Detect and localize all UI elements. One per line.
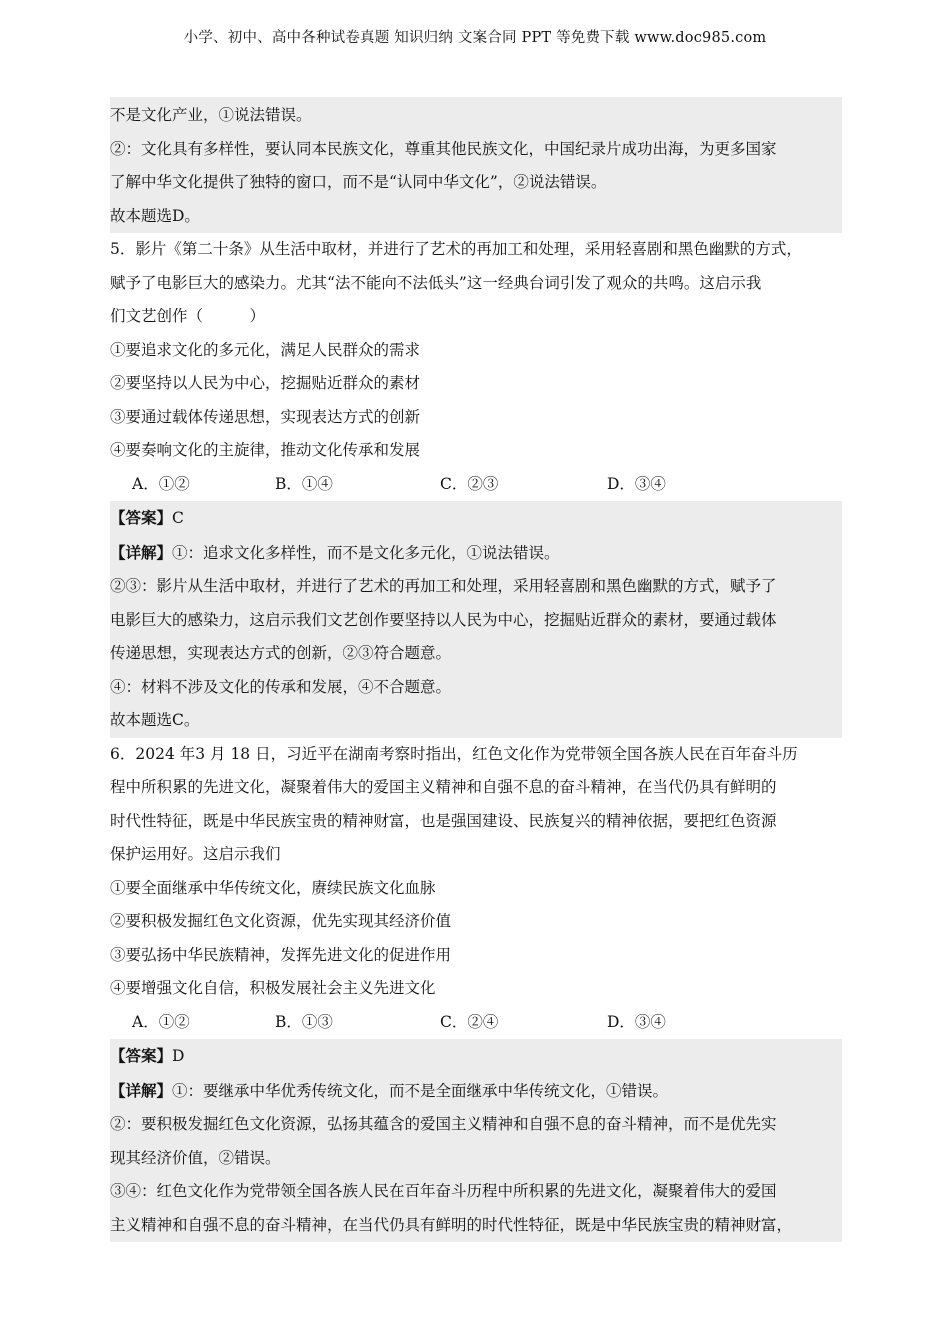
answer-line <box>110 501 842 536</box>
option-b: B．①④ <box>275 474 333 493</box>
statement-item: ③要弘扬中华民族精神，发挥先进文化的促进作用 <box>110 945 452 964</box>
question-stem-line: 保护运用好。这启示我们 <box>110 845 281 863</box>
option-a: A．①② <box>132 474 190 493</box>
answer-line <box>110 1039 842 1074</box>
detail-text: ①：追求文化多样性，而不是文化多元化，①说法错误。 <box>172 543 560 562</box>
question-stem-line: 们文艺创作（ ） <box>110 307 266 325</box>
statement-item: ③要通过载体传递思想，实现表达方式的创新 <box>110 407 421 426</box>
explanation-line: 了解中华文化提供了独特的窗口，而不是“认同中华文化”，②说法错误。 <box>110 173 607 191</box>
question-stem-line: 6．2024 年3 月 18 日，习近平在湖南考察时指出，红色文化作为党带领全国各族人民在百年奋斗历 <box>110 744 798 763</box>
explanation-line: ②：文化具有多样性，要认同本民族文化，尊重其他民族文化，中国纪录片成功出海，为更多国家 <box>110 139 777 158</box>
detail-line: ②：要积极发掘红色文化资源，弘扬其蕴含的爱国主义精神和自强不息的奋斗精神，而不是优先实 <box>110 1115 777 1133</box>
detail-line: ③④：红色文化作为党带领全国各族人民在百年奋斗历程中所积累的先进文化，凝聚着伟大的爱国 <box>110 1182 777 1200</box>
question-stem-line: 时代性特征，既是中华民族宝贵的精神财富，也是强国建设、民族复兴的精神依据，要把红色资源 <box>110 811 777 830</box>
detail-line: ④：材料不涉及文化的传承和发展，④不合题意。 <box>110 677 452 696</box>
detail-line: 电影巨大的感染力，这启示我们文艺创作要坚持以人民为中心，挖掘贴近群众的素材，要通过载体 <box>110 610 777 629</box>
question-5-solution <box>110 501 842 738</box>
question-stem-line: 赋予了电影巨大的感染力。尤其“法不能向不法低头”这一经典台词引发了观众的共鸣。这启示我 <box>110 273 762 292</box>
answer-options <box>110 468 842 502</box>
question-6 <box>110 738 842 1040</box>
answer-options <box>110 1006 842 1040</box>
explanation-line: 故本题选D。 <box>110 206 200 225</box>
statement-item: ④要奏响文化的主旋律，推动文化传承和发展 <box>110 441 421 459</box>
answer-label: 【答案】 <box>110 508 173 527</box>
statement-item: ②要积极发掘红色文化资源，优先实现其经济价值 <box>110 912 452 930</box>
page-header: 小学、初中、高中各种试卷真题 知识归纳 文案合同 PPT 等免费下载 www.doc985.com <box>183 30 767 46</box>
statement-item: ④要增强文化自信，积极发展社会主义先进文化 <box>110 979 436 997</box>
previous-explanation <box>110 97 842 233</box>
detail-line: 传递思想，实现表达方式的创新，②③符合题意。 <box>110 644 452 662</box>
answer-value: C <box>172 509 184 527</box>
detail-line: ②③：影片从生活中取材，并进行了艺术的再加工和处理，采用轻喜剧和黑色幽默的方式，赋予了 <box>110 577 777 595</box>
option-a: A．①② <box>132 1012 190 1031</box>
option-b: B．①③ <box>275 1012 333 1031</box>
option-d: D．③④ <box>607 474 666 493</box>
page-content <box>110 97 842 1242</box>
detail-line: 主义精神和自强不息的奋斗精神，在当代仍具有鲜明的时代性特征，既是中华民族宝贵的精神财富， <box>110 1215 793 1234</box>
answer-value: D <box>172 1047 185 1065</box>
detail-label: 【详解】 <box>110 542 173 562</box>
detail-line <box>110 536 842 571</box>
answer-label: 【答案】 <box>110 1046 173 1065</box>
detail-line: 现其经济价值，②错误。 <box>110 1148 281 1167</box>
detail-label: 【详解】 <box>110 1080 173 1100</box>
statement-item: ①要全面继承中华传统文化，赓续民族文化血脉 <box>110 878 436 897</box>
statement-item: ①要追求文化的多元化，满足人民群众的需求 <box>110 340 421 359</box>
explanation-line: 不是文化产业，①说法错误。 <box>110 106 312 124</box>
statement-item: ②要坚持以人民为中心，挖掘贴近群众的素材 <box>110 374 421 392</box>
question-stem-line: 5．影片《第二十条》从生活中取材，并进行了艺术的再加工和处理，采用轻喜剧和黑色幽默的方式， <box>110 240 802 258</box>
option-d: D．③④ <box>607 1012 666 1031</box>
option-c: C．②④ <box>440 1012 499 1031</box>
detail-line <box>110 1074 842 1109</box>
question-stem-line: 程中所积累的先进文化，凝聚着伟大的爱国主义精神和自强不息的奋斗精神，在当代仍具有鲜明的 <box>110 778 777 796</box>
detail-text: ①：要继承中华优秀传统文化，而不是全面继承中华传统文化，①错误。 <box>172 1081 669 1100</box>
question-5 <box>110 233 842 501</box>
question-6-solution <box>110 1039 842 1242</box>
option-c: C．②③ <box>440 474 499 493</box>
detail-line: 故本题选C。 <box>110 711 200 729</box>
